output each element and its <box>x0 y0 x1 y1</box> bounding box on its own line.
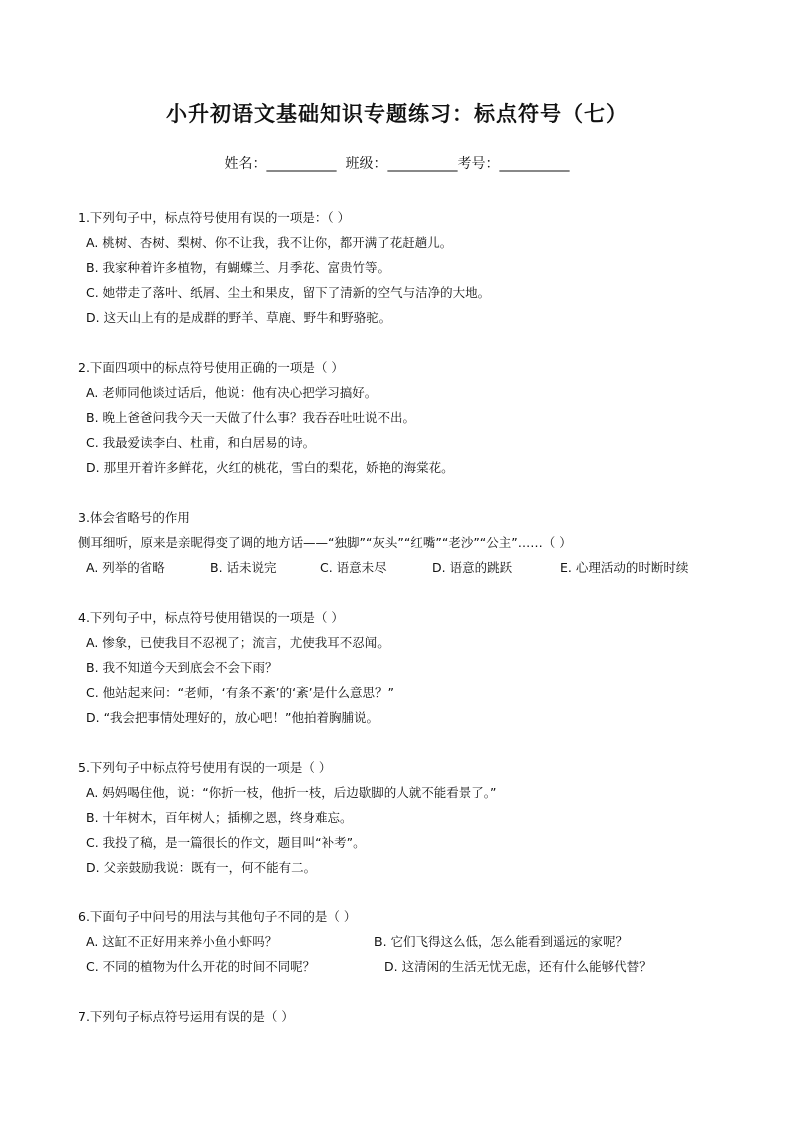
question-stem: 5.下列句子中标点符号使用有误的一项是（ ） <box>78 760 332 775</box>
option-d: D. 语意的跳跃 <box>432 560 513 575</box>
option-a: A. 列举的省略 <box>86 560 165 575</box>
option-b: B. 它们飞得这么低，怎么能看到遥远的家呢？ <box>374 934 629 949</box>
option-d: D. 那里开着许多鲜花，火红的桃花，雪白的梨花，娇艳的海棠花。 <box>86 460 454 475</box>
option-d: D. 父亲鼓励我说：既有一，何不能有二。 <box>86 860 317 875</box>
question-stem: 6.下面句子中问号的用法与其他句子不同的是（ ） <box>78 909 357 924</box>
student-info-line: 姓名：__________ 班级：__________考号：__________ <box>224 156 570 172</box>
option-d: D. 这清闲的生活无忧无虑，还有什么能够代替？ <box>384 959 652 974</box>
option-b: B. 晚上爸爸问我今天一天做了什么事？我吞吞吐吐说不出。 <box>86 410 416 425</box>
option-d: D. “我会把事情处理好的，放心吧！”他拍着胸脯说。 <box>86 710 380 725</box>
option-c: C. 我投了稿，是一篇很长的作文，题目叫“补考”。 <box>86 835 366 850</box>
question-5 <box>78 755 496 880</box>
question-7 <box>78 1004 294 1029</box>
question-stem: 4.下列句子中，标点符号使用错误的一项是（ ） <box>78 610 344 625</box>
option-c: C. 她带走了落叶、纸屑、尘土和果皮，留下了清新的空气与洁净的大地。 <box>86 285 491 300</box>
option-c: C. 他站起来问：“老师，‘有条不紊’的‘紊’是什么意思？” <box>86 685 395 700</box>
option-c: C. 我最爱读李白、杜甫，和白居易的诗。 <box>86 435 316 450</box>
question-stem: 1.下列句子中，标点符号使用有误的一项是：（ ） <box>78 210 351 225</box>
option-a: A. 桃树、杏树、梨树、你不让我，我不让你，都开满了花赶趟儿。 <box>86 235 453 250</box>
option-a: A. 这缸不正好用来养小鱼小虾吗？ <box>86 934 278 949</box>
question-stem: 3.体会省略号的作用 <box>78 510 190 525</box>
option-row <box>78 929 652 954</box>
option-row <box>78 555 688 580</box>
page-title: 小升初语文基础知识专题练习：标点符号（七） <box>166 101 628 126</box>
question-3 <box>78 505 688 580</box>
option-c: C. 语意未尽 <box>320 560 387 575</box>
question-6 <box>78 904 652 979</box>
option-a: A. 老师同他谈过话后，他说：他有决心把学习搞好。 <box>86 385 378 400</box>
option-b: B. 十年树木，百年树人；插柳之恩，终身难忘。 <box>86 810 353 825</box>
option-b: B. 我家种着许多植物，有蝴蝶兰、月季花、富贵竹等。 <box>86 260 391 275</box>
question-stem: 7.下列句子标点符号运用有误的是（ ） <box>78 1009 294 1024</box>
question-sentence: 侧耳细听，原来是亲昵得变了调的地方话——“独脚”“灰头”“红嘴”“老沙”“公主”……（ ） <box>78 535 572 550</box>
question-stem: 2.下面四项中的标点符号使用正确的一项是（ ） <box>78 360 344 375</box>
option-a: A. 妈妈喝住他，说：“你折一枝，他折一枝，后边歇脚的人就不能看景了。” <box>86 785 497 800</box>
option-row <box>78 954 652 979</box>
option-a: A. 惨象，已使我目不忍视了；流言，尤使我耳不忍闻。 <box>86 635 390 650</box>
question-1 <box>78 205 490 330</box>
question-2 <box>78 355 454 480</box>
option-b: B. 我不知道今天到底会不会下雨？ <box>86 660 278 675</box>
option-b: B. 话未说完 <box>210 560 277 575</box>
option-e: E. 心理活动的时断时续 <box>560 560 689 575</box>
option-c: C. 不同的植物为什么开花的时间不同呢？ <box>86 959 316 974</box>
option-d: D. 这天山上有的是成群的野羊、草鹿、野牛和野骆驼。 <box>86 310 392 325</box>
question-4 <box>78 605 394 730</box>
